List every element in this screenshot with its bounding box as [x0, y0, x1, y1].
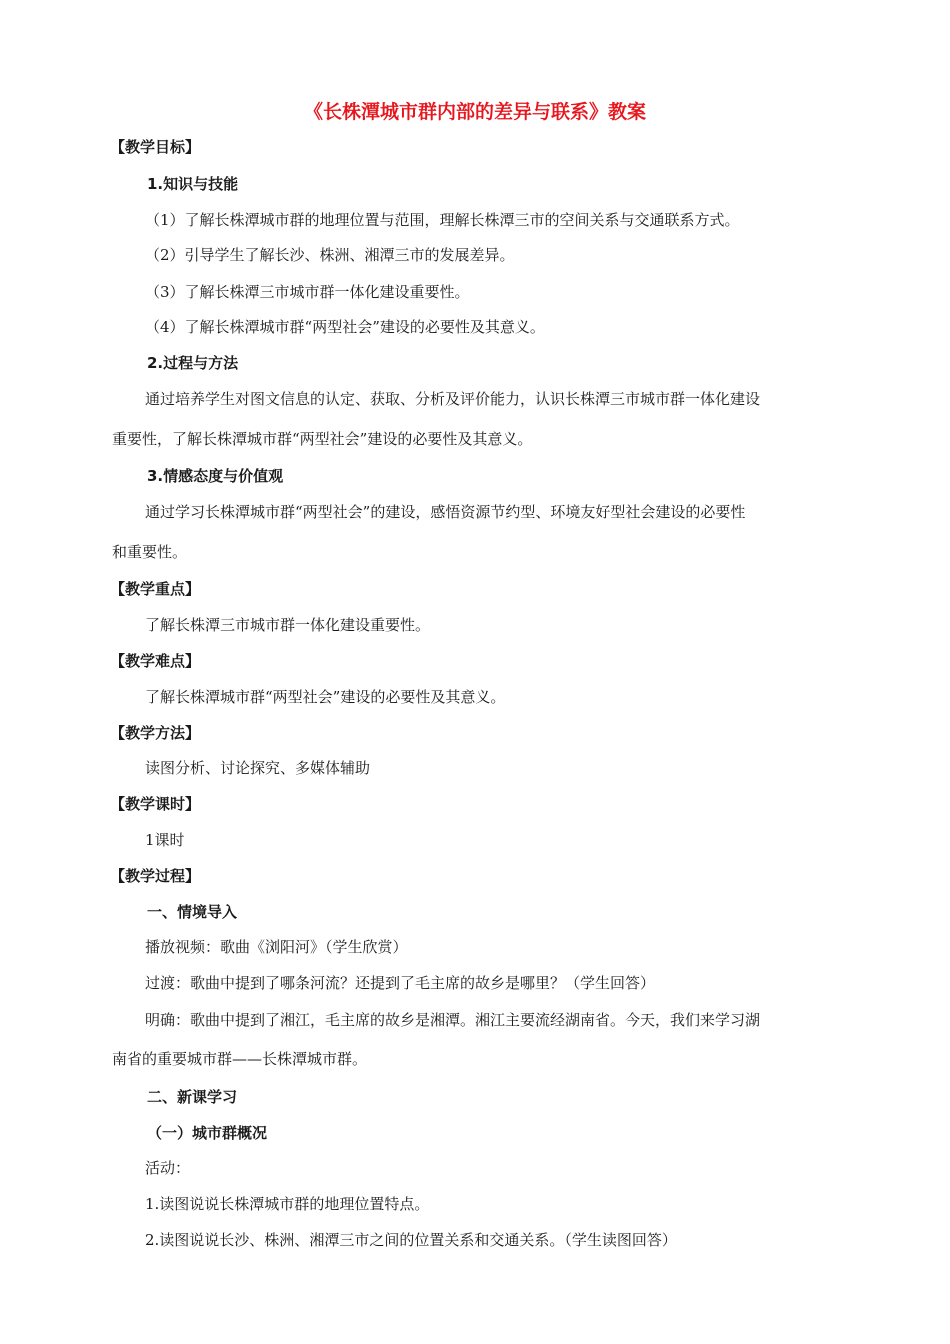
goal1-item: （1）了解长株潭城市群的地理位置与范围，理解长株潭三市的空间关系与交通联系方式。 — [145, 211, 740, 229]
key-text: 了解长株潭三市城市群一体化建设重要性。 — [145, 616, 431, 634]
activity-label: 活动： — [145, 1159, 191, 1177]
hours-heading: 【教学课时】 — [110, 795, 201, 813]
part1-clarify-line2: 南省的重要城市群——长株潭城市群。 — [112, 1050, 368, 1068]
method-text: 读图分析、讨论探究、多媒体辅助 — [145, 759, 371, 777]
goal2-heading: 2.过程与方法 — [147, 354, 239, 372]
goal2-text-line2: 重要性，了解长株潭城市群“两型社会”建设的必要性及其意义。 — [112, 430, 533, 448]
part2-heading: 二、新课学习 — [147, 1088, 238, 1106]
goal2-text-line1: 通过培养学生对图文信息的认定、获取、分析及评价能力，认识长株潭三市城市群一体化建设 — [145, 390, 761, 408]
goal1-item: （3）了解长株潭三市城市群一体化建设重要性。 — [145, 283, 470, 301]
part2-sub1-heading: （一）城市群概况 — [147, 1124, 268, 1142]
activity-item: 2.读图说说长沙、株洲、湘潭三市之间的位置关系和交通关系。（学生读图回答） — [145, 1231, 677, 1249]
key-heading: 【教学重点】 — [110, 580, 201, 598]
goal1-item: （2）引导学生了解长沙、株洲、湘潭三市的发展差异。 — [145, 246, 515, 264]
goal3-text-line1: 通过学习长株潭城市群“两型社会”的建设，感悟资源节约型、环境友好型社会建设的必要性 — [145, 503, 746, 521]
part1-clarify-line1: 明确：歌曲中提到了湘江，毛主席的故乡是湘潭。湘江主要流经湖南省。今天，我们来学习湖 — [145, 1011, 761, 1029]
goals-heading: 【教学目标】 — [110, 138, 201, 156]
goal3-heading: 3.情感态度与价值观 — [147, 467, 284, 485]
process-heading: 【教学过程】 — [110, 867, 201, 885]
method-heading: 【教学方法】 — [110, 724, 201, 742]
part1-heading: 一、情境导入 — [147, 903, 238, 921]
difficulty-text: 了解长株潭城市群“两型社会”建设的必要性及其意义。 — [145, 688, 506, 706]
hours-text: 1课时 — [145, 831, 185, 849]
goal3-text-line2: 和重要性。 — [112, 543, 188, 561]
activity-item: 1.读图说说长株潭城市群的地理位置特点。 — [145, 1195, 430, 1213]
goal1-heading: 1.知识与技能 — [147, 175, 239, 193]
part1-play: 播放视频：歌曲《浏阳河》（学生欣赏） — [145, 938, 408, 956]
document-title: 《长株潭城市群内部的差异与联系》教案 — [303, 101, 646, 123]
goal1-item: （4）了解长株潭城市群“两型社会”建设的必要性及其意义。 — [145, 318, 545, 336]
part1-transition: 过渡：歌曲中提到了哪条河流？还提到了毛主席的故乡是哪里？（学生回答） — [145, 974, 656, 992]
difficulty-heading: 【教学难点】 — [110, 652, 201, 670]
